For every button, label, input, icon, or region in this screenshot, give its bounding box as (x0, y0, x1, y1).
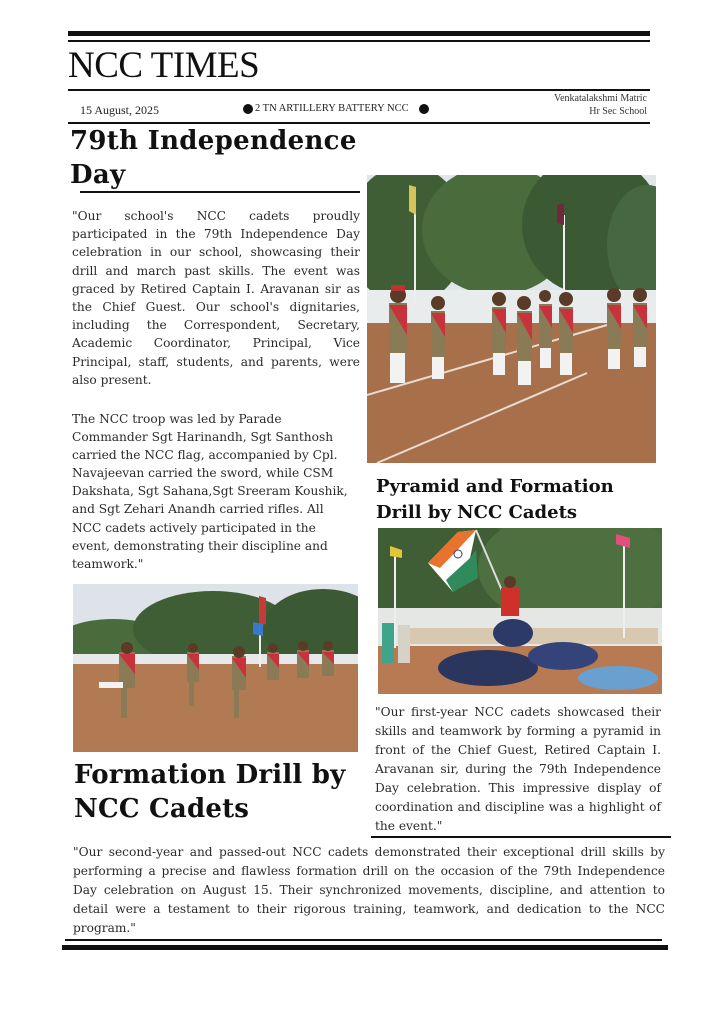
pyramid-paragraph: "Our first-year NCC cadets showcased their skills and teamwork by forming a pyramid in front of the Chief Guest, Retired Captain I. Aravanan sir, during the 79th Independence Day celebration. This impressive display of coordination and discipline was a highlight of the event." (375, 705, 661, 833)
top-thick-rule (68, 31, 650, 36)
main-headline-line-1: 79th Independence (70, 126, 357, 156)
main-headline-line-2: Day (70, 160, 126, 190)
main-paragraph-1: "Our school's NCC cadets proudly participated in the 79th Independence Day celebration in our school, showcasing their drill and march past skills. The event was graced by Retired Captain I. Aravanan sir as the Chief Guest. Our school's dignitaries, including the Correspondent, Secretary, Academic Coordinator, Principal, Vice Principal, staff, students, and parents, were also present. (72, 209, 360, 387)
text-line: Navajeevan carried the sword, while CSM (72, 466, 334, 481)
bullet-icon (243, 104, 253, 114)
text-line: carried the NCC flag, accompanied by Cpl. (72, 448, 338, 463)
bullet-icon (419, 104, 429, 114)
masthead-divider (68, 89, 650, 91)
parade-image (367, 175, 656, 463)
bottom-thin-rule (65, 939, 662, 941)
school-line-1: Venkatalakshmi Matric (553, 93, 647, 104)
formation-headline-line-2: NCC Cadets (74, 794, 250, 824)
text-line: teamwork." (72, 556, 144, 571)
formation-paragraph: "Our second-year and passed-out NCC cadets demonstrated their exceptional drill skills by performing a precise and flawless formation drill on the occasion of the 79th Independence Day celebration on August 15. Their synchronized movements, discipline, and attention to detail were a testament to their rigorous training, teamwork, and dedication to the NCC program." (73, 845, 665, 935)
unit-label: 2 TN ARTILLERY BATTERY NCC (255, 103, 409, 114)
bottom-thick-rule (62, 945, 668, 950)
text-line: and Sgt Zehari Anandh carried rifles. All (72, 502, 324, 517)
pyramid-headline (376, 474, 666, 526)
formation-headline (74, 758, 364, 826)
main-paragraph-2 (72, 410, 364, 573)
pyramid-headline-line-1: Pyramid and Formation (376, 476, 614, 497)
main-headline (70, 124, 370, 192)
headline-underline (80, 191, 360, 193)
text-line: The NCC troop was led by Parade (72, 412, 282, 426)
formation-headline-line-1: Formation Drill by (74, 760, 346, 790)
pyramid-headline-line-2: Drill by NCC Cadets (376, 502, 578, 523)
unit-name (243, 103, 429, 114)
masthead-title: NCC TIMES (68, 45, 260, 86)
school-name (554, 92, 647, 118)
issue-date: 15 August, 2025 (80, 103, 160, 117)
top-thin-rule (68, 40, 650, 42)
text-line: Dakshata, Sgt Sahana,Sgt Sreeram Koushik, (72, 484, 348, 499)
photo-cadets-attention (367, 175, 656, 463)
drill-image (73, 584, 358, 752)
photo-formation-drill (73, 584, 358, 752)
school-line-2: Hr Sec School (589, 106, 647, 117)
pyramid-image (378, 528, 662, 694)
photo-pyramid-formation (378, 528, 662, 694)
text-line: NCC cadets actively participated in the (72, 520, 316, 535)
text-line: event, demonstrating their discipline and (72, 538, 328, 553)
pyramid-underline (371, 836, 671, 838)
text-line: Commander Sgt Harinandh, Sgt Santhosh (72, 430, 334, 445)
